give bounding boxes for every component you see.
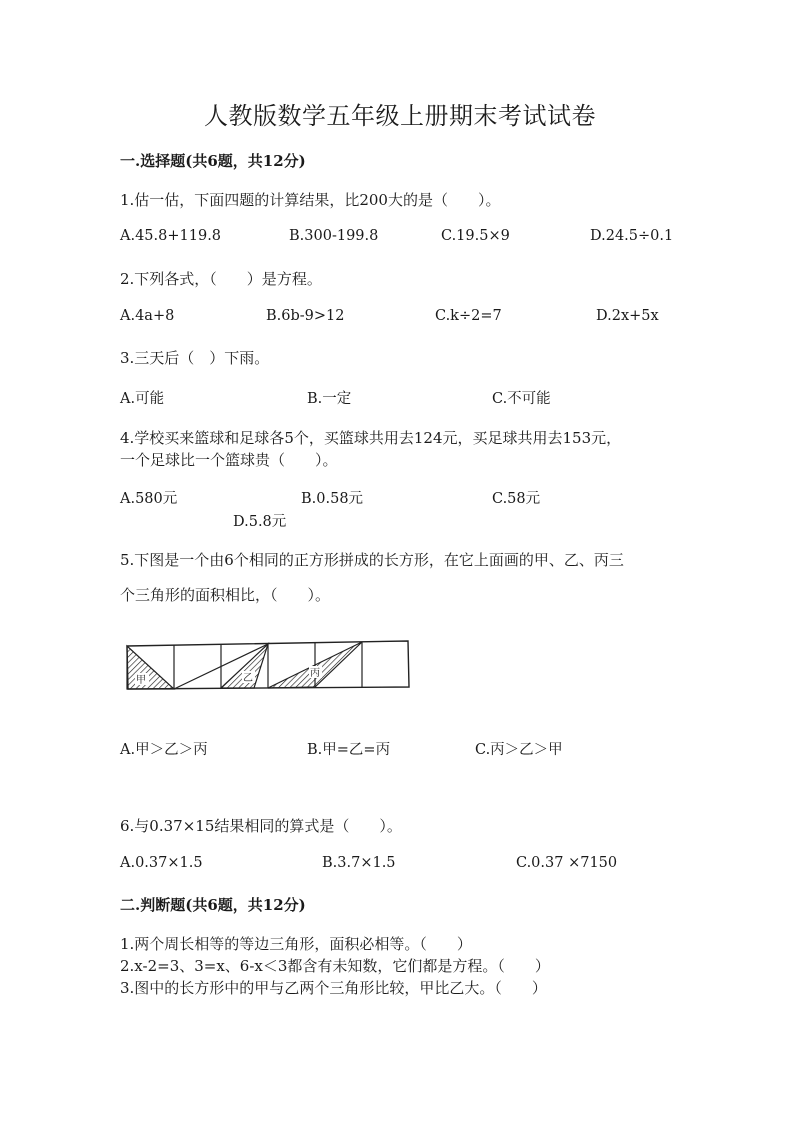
section-heading-choice: 一.选择题(共6题，共12分): [120, 152, 306, 170]
option-b: B.3.7×1.5: [322, 855, 396, 871]
option-c: C.丙＞乙＞甲: [475, 742, 563, 758]
option-d: D.2x+5x: [596, 308, 659, 324]
rectangle-triangles-figure: [124, 638, 414, 694]
option-a: A.4a+8: [120, 308, 175, 324]
section-heading-judgement: 二.判断题(共6题，共12分): [120, 896, 306, 914]
option-c: C.58元: [492, 491, 541, 507]
label-jia: 甲: [136, 675, 146, 686]
option-c: C.k÷2=7: [435, 308, 502, 324]
triangle-jia: [127, 646, 174, 689]
option-a: A.45.8+119.8: [120, 228, 222, 244]
question-stem: 2.下列各式，（ ）是方程。: [120, 270, 322, 288]
option-d: D.24.5÷0.1: [590, 228, 674, 244]
option-b: B.6b-9>12: [266, 308, 345, 324]
option-b: B.甲=乙=丙: [307, 742, 391, 758]
label-yi: 乙: [243, 673, 253, 684]
page-title: 人教版数学五年级上册期末考试试卷: [204, 102, 596, 130]
option-a: A.0.37×1.5: [120, 855, 203, 871]
judgement-item: 1.两个周长相等的等边三角形，面积必相等。（ ）: [120, 935, 472, 953]
option-c: C.19.5×9: [441, 228, 510, 244]
option-b: B.300-199.8: [289, 228, 379, 244]
question-stem: 6.与0.37×15结果相同的算式是（ ）。: [120, 817, 402, 835]
option-b: B.一定: [307, 391, 352, 407]
option-a: A.甲＞乙＞丙: [120, 742, 208, 758]
question-stem-line2: 一个足球比一个篮球贵（ ）。: [120, 451, 338, 469]
question-stem-line2: 个三角形的面积相比，（ ）。: [120, 586, 331, 604]
question-stem: 3.三天后（ ）下雨。: [120, 349, 270, 367]
question-stem-line1: 5.下图是一个由6个相同的正方形拼成的长方形，在它上面画的甲、乙、丙三: [120, 551, 624, 569]
option-b: B.0.58元: [301, 491, 364, 507]
option-c: C.0.37 ×7150: [516, 855, 618, 871]
option-a: A.可能: [120, 391, 165, 407]
option-c: C.不可能: [492, 391, 551, 407]
judgement-item: 2.x-2=3、3=x、6-x＜3都含有未知数，它们都是方程。（ ）: [120, 957, 550, 975]
label-bing: 丙: [310, 668, 320, 679]
judgement-item: 3.图中的长方形中的甲与乙两个三角形比较，甲比乙大。（ ）: [120, 979, 547, 997]
option-d: D.5.8元: [233, 514, 287, 530]
question-stem-line1: 4.学校买来篮球和足球各5个，买篮球共用去124元，买足球共用去153元，: [120, 429, 622, 447]
option-a: A.580元: [120, 491, 178, 507]
question-stem: 1.估一估，下面四题的计算结果，比200大的是（ ）。: [120, 191, 501, 209]
